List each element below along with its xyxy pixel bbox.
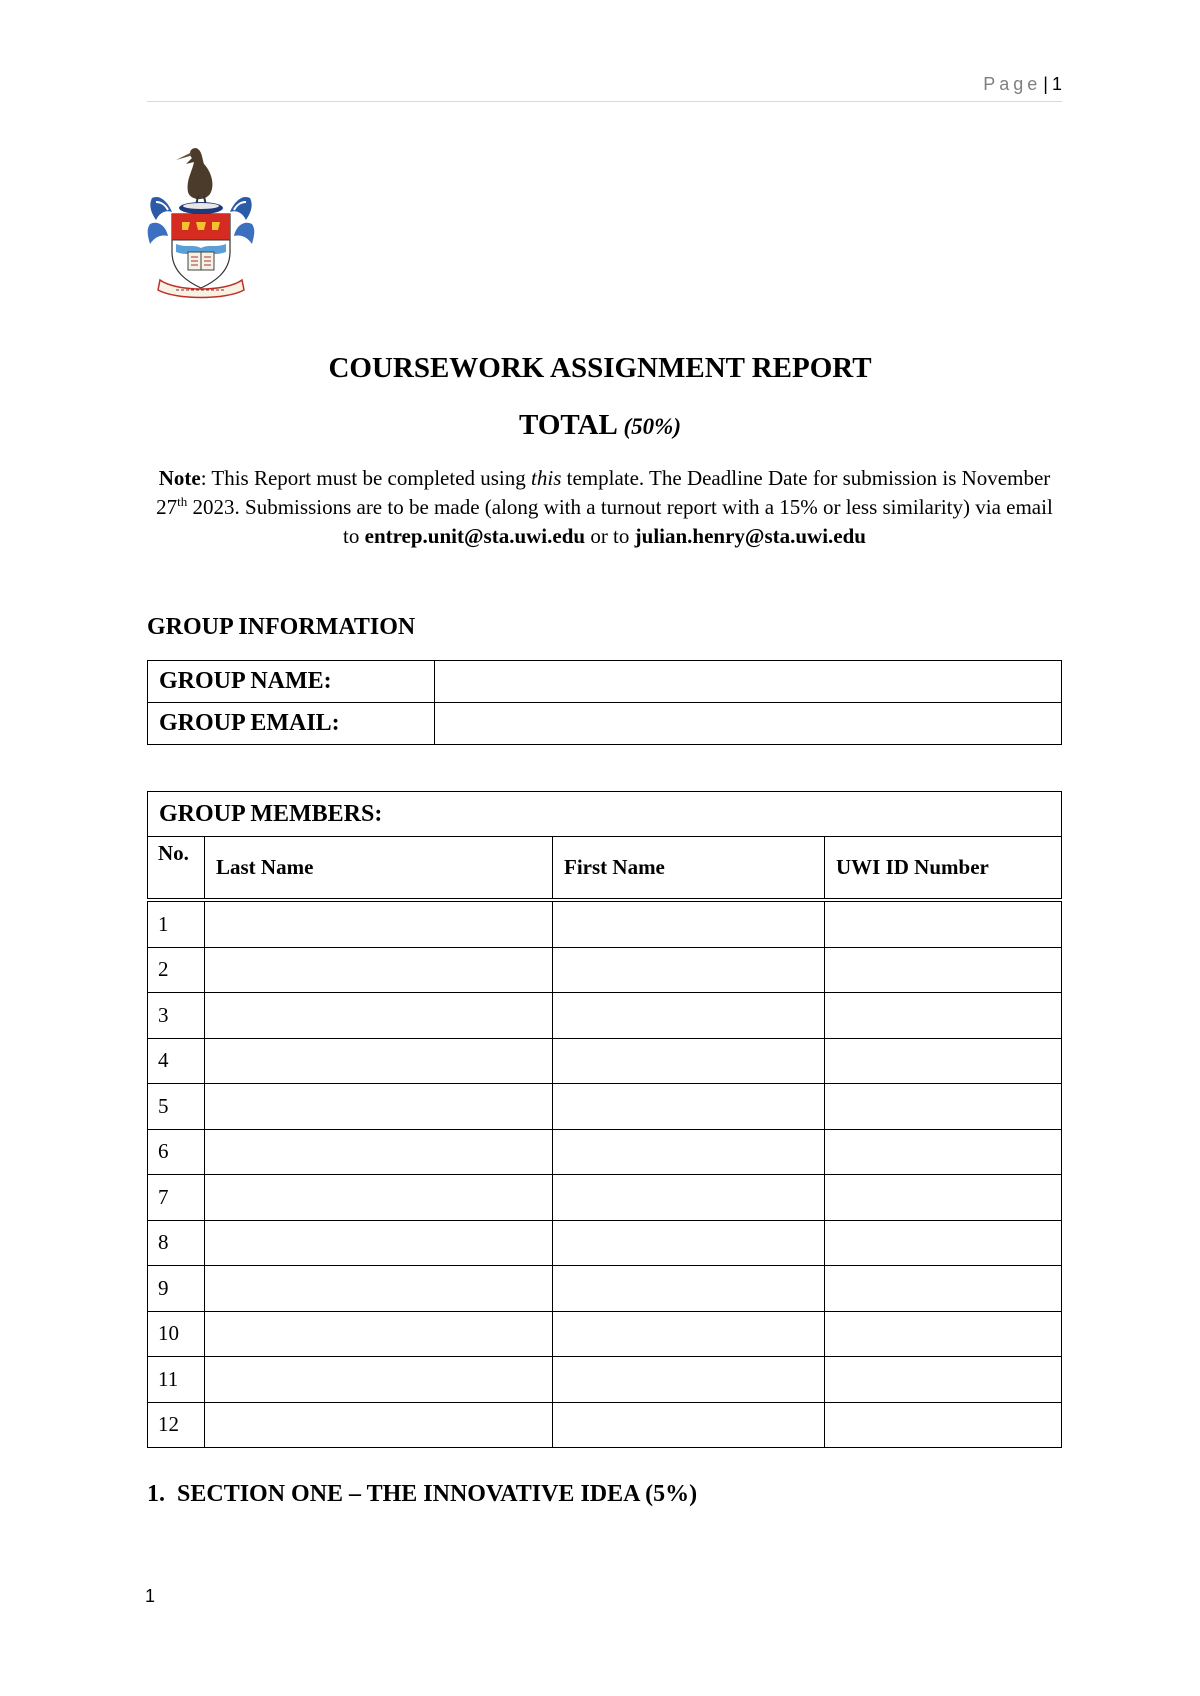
group-information-table: [147, 660, 1062, 745]
table-row: [148, 1311, 1062, 1357]
note-ordinal-suffix: th: [177, 494, 188, 509]
group-email-row: [148, 703, 1062, 745]
member-number-cell: 9: [148, 1266, 205, 1312]
member-last-name-cell[interactable]: [205, 1175, 553, 1221]
member-uwi-id-cell[interactable]: [825, 1129, 1062, 1175]
member-uwi-id-cell[interactable]: [825, 1220, 1062, 1266]
member-last-name-cell[interactable]: [205, 1220, 553, 1266]
member-last-name-cell[interactable]: [205, 1084, 553, 1130]
note-text-3: 2023. Submissions are to be made (along with a turnout report with a 15% or less similarity) via email to: [187, 495, 1053, 548]
group-email-label: GROUP EMAIL:: [148, 703, 435, 745]
table-header-row: [148, 837, 1062, 901]
table-row: [148, 993, 1062, 1039]
note-label: Note: [158, 466, 201, 490]
table-row: [148, 900, 1062, 947]
member-number-cell: 11: [148, 1357, 205, 1403]
email-link-julian[interactable]: julian.henry@sta.uwi.edu: [634, 524, 866, 548]
footer-page-number: 1: [145, 1586, 156, 1606]
table-row: [148, 1357, 1062, 1403]
member-uwi-id-cell[interactable]: [825, 1038, 1062, 1084]
table-row: [148, 1220, 1062, 1266]
member-last-name-cell[interactable]: [205, 1266, 553, 1312]
member-last-name-cell[interactable]: [205, 947, 553, 993]
member-uwi-id-cell[interactable]: [825, 1402, 1062, 1448]
column-header-last-name: Last Name: [205, 837, 553, 901]
table-row: [148, 1402, 1062, 1448]
header-rule: [147, 101, 1062, 102]
column-header-uwi-id: UWI ID Number: [825, 837, 1062, 901]
member-first-name-cell[interactable]: [553, 1129, 825, 1175]
table-row: [148, 947, 1062, 993]
member-number-cell: 8: [148, 1220, 205, 1266]
report-title: COURSEWORK ASSIGNMENT REPORT: [328, 352, 872, 384]
table-row: [148, 1038, 1062, 1084]
member-number-cell: 1: [148, 900, 205, 947]
member-number-cell: 10: [148, 1311, 205, 1357]
report-total: [0, 409, 1200, 442]
total-percent: (50%): [623, 414, 681, 439]
member-first-name-cell[interactable]: [553, 1175, 825, 1221]
column-header-first-name: First Name: [553, 837, 825, 901]
email-link-entrep[interactable]: entrep.unit@sta.uwi.edu: [364, 524, 586, 548]
member-uwi-id-cell[interactable]: [825, 1175, 1062, 1221]
group-name-label: GROUP NAME:: [148, 661, 435, 703]
member-uwi-id-cell[interactable]: [825, 1357, 1062, 1403]
page-number-header: [983, 74, 1062, 95]
member-uwi-id-cell[interactable]: [825, 1084, 1062, 1130]
member-last-name-cell[interactable]: [205, 900, 553, 947]
group-email-field[interactable]: [435, 703, 1062, 745]
member-uwi-id-cell[interactable]: [825, 1311, 1062, 1357]
member-first-name-cell[interactable]: [553, 1357, 825, 1403]
member-first-name-cell[interactable]: [553, 993, 825, 1039]
group-information-heading: GROUP INFORMATION: [147, 614, 416, 640]
group-members-caption: GROUP MEMBERS:: [148, 792, 1062, 837]
member-first-name-cell[interactable]: [553, 1038, 825, 1084]
member-last-name-cell[interactable]: [205, 1129, 553, 1175]
total-label: TOTAL: [519, 409, 617, 441]
section-one-number: 1.: [147, 1481, 165, 1507]
member-first-name-cell[interactable]: [553, 1220, 825, 1266]
header-page-number: 1: [1051, 74, 1062, 94]
member-last-name-cell[interactable]: [205, 1402, 553, 1448]
table-row: [148, 1129, 1062, 1175]
section-one-heading: [147, 1481, 697, 1508]
member-last-name-cell[interactable]: [205, 993, 553, 1039]
member-first-name-cell[interactable]: [553, 1311, 825, 1357]
university-crest-icon: [146, 140, 256, 300]
section-one-title: SECTION ONE – THE INNOVATIVE IDEA (5%): [177, 1481, 698, 1507]
member-uwi-id-cell[interactable]: [825, 947, 1062, 993]
note-text-1: : This Report must be completed using: [200, 466, 532, 490]
group-members-table: [147, 791, 1062, 1448]
member-uwi-id-cell[interactable]: [825, 993, 1062, 1039]
page-separator: |: [1043, 74, 1048, 94]
member-number-cell: 3: [148, 993, 205, 1039]
page-word: Page: [983, 74, 1042, 94]
member-number-cell: 7: [148, 1175, 205, 1221]
table-row: [148, 1175, 1062, 1221]
member-first-name-cell[interactable]: [553, 900, 825, 947]
note-text-2: template. The Deadline Date for submission is November 27: [156, 466, 1051, 519]
column-header-no: No.: [148, 837, 205, 901]
member-number-cell: 2: [148, 947, 205, 993]
member-last-name-cell[interactable]: [205, 1038, 553, 1084]
member-first-name-cell[interactable]: [553, 1084, 825, 1130]
member-last-name-cell[interactable]: [205, 1357, 553, 1403]
note-text-4: or to: [585, 524, 635, 548]
member-uwi-id-cell[interactable]: [825, 900, 1062, 947]
table-row: [148, 1266, 1062, 1312]
member-first-name-cell[interactable]: [553, 947, 825, 993]
group-members-caption-row: [148, 792, 1062, 837]
member-number-cell: 5: [148, 1084, 205, 1130]
table-row: [148, 1084, 1062, 1130]
group-name-field[interactable]: [435, 661, 1062, 703]
note-emphasis: this: [531, 466, 562, 490]
member-uwi-id-cell[interactable]: [825, 1266, 1062, 1312]
submission-note: [147, 464, 1062, 551]
group-name-row: [148, 661, 1062, 703]
member-first-name-cell[interactable]: [553, 1402, 825, 1448]
member-first-name-cell[interactable]: [553, 1266, 825, 1312]
member-number-cell: 12: [148, 1402, 205, 1448]
member-number-cell: 6: [148, 1129, 205, 1175]
member-last-name-cell[interactable]: [205, 1311, 553, 1357]
member-number-cell: 4: [148, 1038, 205, 1084]
